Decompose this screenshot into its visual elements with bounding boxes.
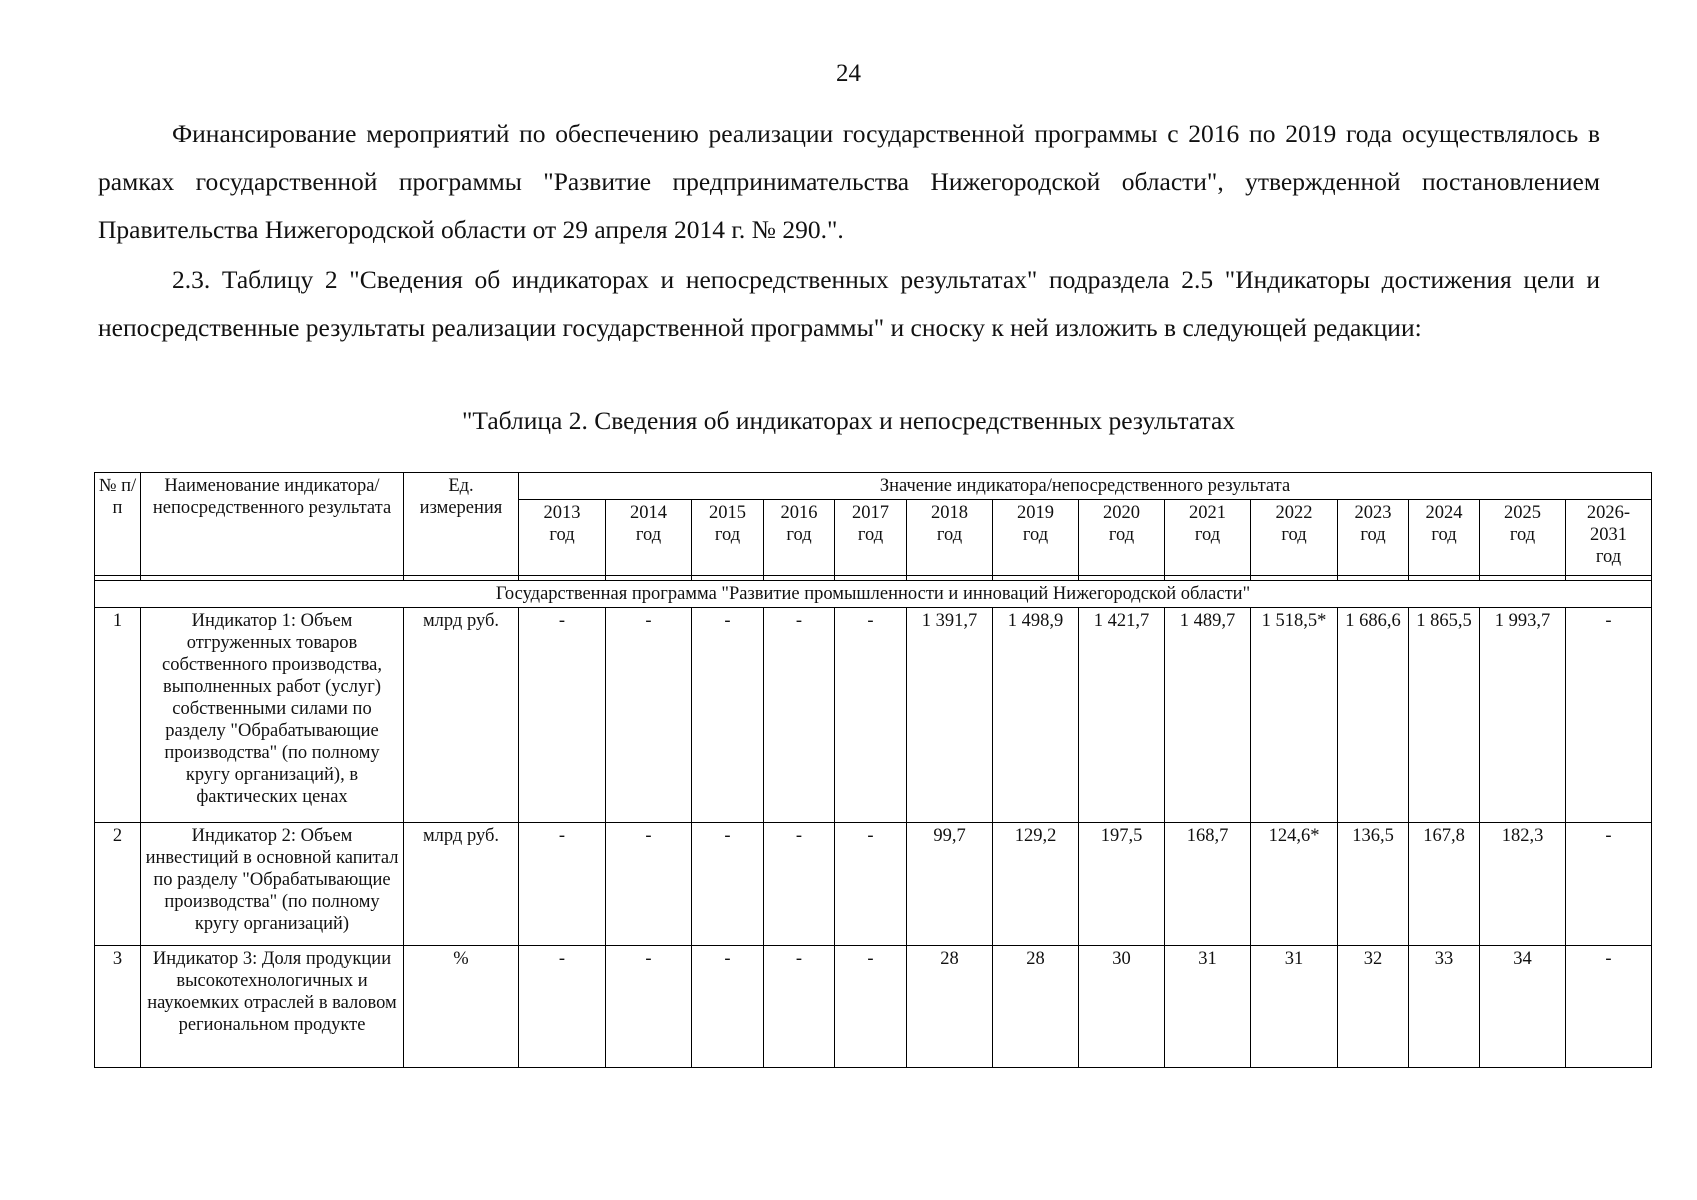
value-cell: - — [835, 823, 907, 946]
paragraph-text: 2.3. Таблицу 2 "Сведения об индикаторах и непосредственных результатах" подраздела 2.5 "Индикаторы достижения цели и непосредственные результаты реализации государственной программы" и сноску к ней изложить в следующей редакции: — [98, 265, 1600, 342]
value-cell: 168,7 — [1165, 823, 1251, 946]
value-cell: - — [764, 946, 835, 1068]
year-suffix: год — [549, 525, 575, 545]
year-label: 2018 — [931, 503, 968, 523]
value-cell: - — [764, 823, 835, 946]
indicator-name: Индикатор 2: Объем инвестиций в основной капитал по разделу "Обрабатывающие производства" (по полному кругу организаций) — [141, 823, 404, 946]
year-label: 2019 — [1017, 503, 1054, 523]
year-suffix: год — [714, 525, 741, 545]
value-cell: - — [519, 946, 606, 1068]
header-year — [519, 500, 606, 576]
value-cell: 1 489,7 — [1165, 608, 1251, 823]
year-suffix: год — [857, 525, 884, 545]
paragraph-financing — [98, 110, 1600, 254]
table-row — [95, 608, 1652, 823]
year-suffix: год — [1022, 525, 1049, 545]
year-label: 2016 — [780, 503, 818, 523]
indicators-table — [94, 472, 1652, 1068]
year-label: 2014 — [630, 503, 667, 523]
header-year — [1338, 500, 1409, 576]
header-year — [1409, 500, 1480, 576]
value-cell: - — [519, 823, 606, 946]
value-cell: 32 — [1338, 946, 1409, 1068]
year-label: 2020 — [1103, 503, 1140, 523]
header-values-group: Значение индикатора/непосредственного результата — [519, 473, 1652, 500]
year-suffix: год — [1509, 525, 1536, 545]
header-unit: Ед. измерения — [404, 473, 519, 576]
value-cell: 33 — [1409, 946, 1480, 1068]
value-cell: - — [1566, 608, 1652, 823]
header-year — [606, 500, 692, 576]
header-num: № п/п — [95, 473, 141, 576]
header-row-1 — [95, 473, 1652, 500]
year-label: 2024 — [1425, 503, 1463, 523]
header-year — [692, 500, 764, 576]
year-label: 2026-2031 — [1586, 503, 1631, 545]
year-suffix: год — [1431, 525, 1457, 545]
year-suffix: год — [786, 525, 812, 545]
value-cell: - — [606, 946, 692, 1068]
value-cell: 1 391,7 — [907, 608, 993, 823]
unit-cell: млрд руб. — [404, 823, 519, 946]
year-label: 2021 — [1189, 503, 1226, 523]
row-num: 2 — [95, 823, 141, 946]
value-cell: 28 — [993, 946, 1079, 1068]
value-cell: - — [519, 608, 606, 823]
year-label: 2015 — [709, 503, 746, 523]
value-cell: - — [692, 823, 764, 946]
value-cell: 1 865,5 — [1409, 608, 1480, 823]
year-label: 2022 — [1275, 503, 1313, 523]
value-cell: 1 993,7 — [1480, 608, 1566, 823]
value-cell: 1 498,9 — [993, 608, 1079, 823]
value-cell: 129,2 — [993, 823, 1079, 946]
year-suffix: год — [1281, 525, 1307, 545]
value-cell: 34 — [1480, 946, 1566, 1068]
section-row — [95, 581, 1652, 608]
year-label: 2013 — [543, 503, 581, 523]
value-cell: 31 — [1165, 946, 1251, 1068]
unit-cell: % — [404, 946, 519, 1068]
value-cell: - — [764, 608, 835, 823]
value-cell: 182,3 — [1480, 823, 1566, 946]
value-cell: 28 — [907, 946, 993, 1068]
page-number: 24 — [836, 60, 861, 87]
value-cell: 1 686,6 — [1338, 608, 1409, 823]
row-num: 3 — [95, 946, 141, 1068]
header-year — [993, 500, 1079, 576]
section-title: Государственная программа "Развитие промышленности и инноваций Нижегородской области" — [95, 581, 1652, 608]
value-cell: - — [606, 823, 692, 946]
year-suffix: год — [936, 525, 963, 545]
header-year — [1480, 500, 1566, 576]
value-cell: 136,5 — [1338, 823, 1409, 946]
value-cell: - — [1566, 823, 1652, 946]
table-row — [95, 823, 1652, 946]
header-year — [1566, 500, 1652, 576]
year-suffix: год — [1360, 525, 1386, 545]
value-cell: - — [1566, 946, 1652, 1068]
value-cell: 1 421,7 — [1079, 608, 1165, 823]
row-num: 1 — [95, 608, 141, 823]
value-cell: 31 — [1251, 946, 1338, 1068]
header-year — [907, 500, 993, 576]
value-cell: 197,5 — [1079, 823, 1165, 946]
paragraph-text: Финансирование мероприятий по обеспечению реализации государственной программы с 2016 по 2019 года осуществлялось в рамках государственной программы "Развитие предпринимательства Нижегородской области", утвержденной постановлением Правительства Нижегородской области от 29 апреля 2014 г. № 290.". — [98, 119, 1600, 244]
year-suffix: год — [1595, 547, 1622, 567]
header-year — [1165, 500, 1251, 576]
header-name: Наименование индикатора/непосредственного результата — [141, 473, 404, 576]
value-cell: - — [835, 946, 907, 1068]
paragraph-amendment — [98, 256, 1600, 352]
header-year — [764, 500, 835, 576]
year-suffix: год — [1108, 525, 1135, 545]
header-year — [1251, 500, 1338, 576]
year-suffix: год — [635, 525, 662, 545]
year-suffix: год — [1194, 525, 1221, 545]
header-year — [835, 500, 907, 576]
value-cell: 1 518,5* — [1251, 608, 1338, 823]
year-label: 2025 — [1504, 503, 1541, 523]
header-year — [1079, 500, 1165, 576]
indicator-name: Индикатор 1: Объем отгруженных товаров собственного производства, выполненных работ (услуг) собственными силами по разделу "Обрабатывающие производства" (по полному кругу организаций), в фактических ценах — [141, 608, 404, 823]
indicator-name: Индикатор 3: Доля продукции высокотехнологичных и наукоемких отраслей в валовом региональном продукте — [141, 946, 404, 1068]
year-label: 2017 — [852, 503, 889, 523]
value-cell: 30 — [1079, 946, 1165, 1068]
year-label: 2023 — [1354, 503, 1392, 523]
table-title: "Таблица 2. Сведения об индикаторах и непосредственных результатах — [461, 406, 1236, 435]
value-cell: - — [606, 608, 692, 823]
value-cell: 99,7 — [907, 823, 993, 946]
value-cell: - — [692, 608, 764, 823]
value-cell: - — [692, 946, 764, 1068]
table-row — [95, 946, 1652, 1068]
value-cell: - — [835, 608, 907, 823]
value-cell: 167,8 — [1409, 823, 1480, 946]
unit-cell: млрд руб. — [404, 608, 519, 823]
value-cell: 124,6* — [1251, 823, 1338, 946]
